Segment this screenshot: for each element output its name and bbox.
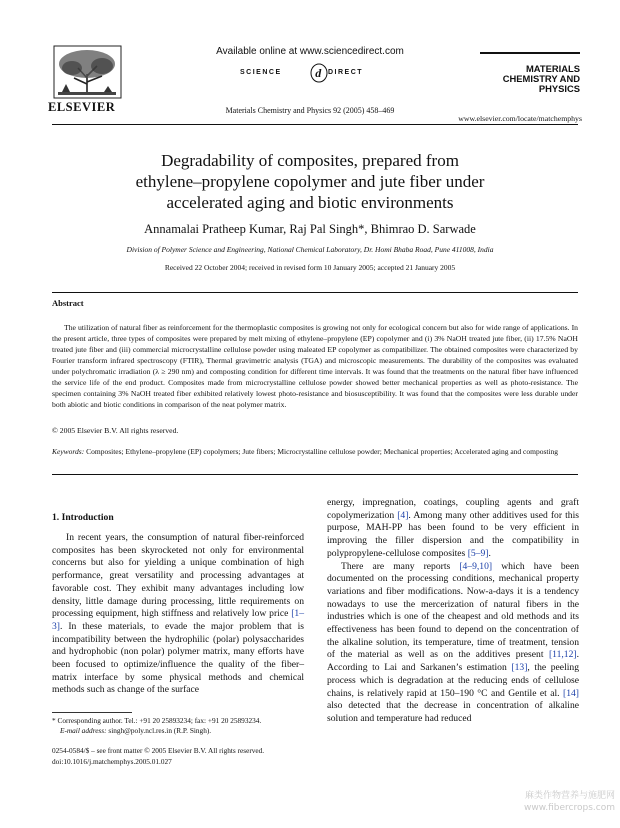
citation-link[interactable]: [1–3] xyxy=(52,608,305,632)
footnote-rule xyxy=(52,712,132,713)
citation-link[interactable]: [14] xyxy=(563,687,579,699)
corresponding-author-footnote xyxy=(52,716,314,736)
journal-name-line: PHYSICS xyxy=(538,83,580,94)
abstract-body: The utilization of natural fiber as reinforcement for the thermoplastic composites is growing not only for ecological concern but also for wide range of applications. In the present article, three types of composites were prepared by melt mixing of ethylene–propylene (EP) copolymer and (i) 3% NaOH treated jute fiber, (ii) 17.5% NaOH treated jute fiber and (iii) commercial microcrystalline cellulose powder using maleated EP copolymer as compatibilizer. The obtained composites were characterized by Fourier transform infrared spectroscopy (FTIR), Thermal gravimetric analysis (TGA) and microscopic measurements. The durability of the composites was evaluated under polychromatic irradiation (λ ≥ 290 nm) and composting condition for different time intervals. It was found that the treatments on the natural fiber have influenced the service life of the end product. Composites made from microcrystalline cellulose powder showed better mechanical properties as well as photo-resistance. The specimen containing 3% NaOH treated fiber exhibited relatively lowest photo-resistance and biosusceptibility. It was found that the composites were less durable under both abiotic and biotic conditions in comparison of the neat polymer matrix. xyxy=(52,323,578,409)
available-online-text: Available online at www.sciencedirect.com xyxy=(216,46,404,57)
svg-text:d: d xyxy=(315,66,323,80)
paragraph xyxy=(52,532,304,697)
watermark-line: www.fibercrops.com xyxy=(524,803,615,813)
author-list: Annamalai Pratheep Kumar, Raj Pal Singh*, Bhimrao D. Sarwade xyxy=(144,222,476,236)
citation-link[interactable]: [5–9] xyxy=(467,547,489,559)
section-heading-introduction: 1. Introduction xyxy=(52,512,114,523)
title-line: Degradability of composites, prepared from xyxy=(161,151,459,170)
left-column xyxy=(52,532,304,697)
paragraph: energy, impregnation, coatings, coupling agents and graft copolymerization [4]. Among many other additives used for this purpose, MAH-PP has been found to be very efficient in improving the filler dispersion and the compatibility in polypropylene-cellulose composites [5–9]. xyxy=(327,497,579,559)
paragraph-text: also detected that the decrease in concentration of alkaline solution and temperature had reduced xyxy=(327,700,579,724)
paragraph-text: There are many reports xyxy=(341,560,451,572)
journal-name-line: CHEMISTRY AND xyxy=(502,73,580,84)
keywords-text: Composites; Ethylene–propylene (EP) copolymers; Jute fibers; Microcrystalline cellulose powder; Mechanical properties; Accelerated aging and composting xyxy=(86,447,559,456)
sciencedirect-left: SCIENCE xyxy=(240,69,282,76)
paragraph-text: . According to Lai and Sarkanen’s estimation xyxy=(327,649,579,674)
journal-name xyxy=(480,52,580,94)
abstract-copyright: © 2005 Elsevier B.V. All rights reserved. xyxy=(52,426,179,435)
citation-link[interactable]: [11,12] xyxy=(548,649,577,661)
journal-reference: Materials Chemistry and Physics 92 (2005) 458–469 xyxy=(225,106,395,115)
paragraph-text: which have been documented on the processing conditions, mechanical property variations and fiber modifications. Now-a-days it is a tendency nowadays to use the mercerization of natural fibers in the industries which is one of the cheapest and old methods and its effectiveness has been found to depend on the concentration of the alkaline solution, its temperature, time of treatment, tension of the material as well as on the additives present xyxy=(327,560,579,661)
affiliation: Division of Polymer Science and Engineering, National Chemical Laboratory, Dr. Homi Bhaba Road, Pune 411008, India xyxy=(126,245,494,254)
keywords xyxy=(52,447,578,457)
citation-link[interactable]: [13] xyxy=(511,662,528,674)
corresponding-author: * Corresponding author. Tel.: +91 20 25893234; fax: +91 20 25893234. xyxy=(52,716,262,725)
email-label: E-mail address: xyxy=(60,726,107,735)
paragraph-text: energy, impregnation, coatings, coupling agents and graft copolymerization xyxy=(327,497,579,521)
watermark-line: 麻类作物营养与施肥网 xyxy=(524,791,615,801)
abstract-top-rule xyxy=(52,292,578,293)
sciencedirect-logo xyxy=(240,63,390,83)
journal-name-line: MATERIALS xyxy=(526,63,580,74)
received-dates: Received 22 October 2004; received in revised form 10 January 2005; accepted 21 January 2005 xyxy=(164,263,456,272)
paragraph xyxy=(327,561,579,726)
paragraph-text: . Among many other additives used for this purpose, MAH-PP has been found to be very efficient in improving the filler dispersion and the compatibility in polypropylene-cellulose composites xyxy=(327,509,579,559)
abstract-heading: Abstract xyxy=(52,298,84,308)
sciencedirect-d-icon xyxy=(310,63,328,85)
sciencedirect-right: DIRECT xyxy=(328,69,364,76)
header-rule xyxy=(52,124,578,125)
right-column xyxy=(327,497,579,726)
keywords-label: Keywords: xyxy=(52,447,85,456)
title-line: ethylene–propylene copolymer and jute fiber under xyxy=(135,172,485,191)
paragraph-text: . In these materials, to evade the major problem that is incompatibility between the hydrophilic (polar) polysaccharides and hydrophobic (non polar) polymer matrix, many efforts have been focused to optimize/influence the quality of the fiber–matrix interface by some physical methods and chemical methods such as change of the surface xyxy=(52,620,304,696)
paragraph-text: , the peeling process which is degradation at the reducing ends of cellulose chains, is relatively rapid at 150–190 °C and Gentile et al. xyxy=(327,662,579,699)
issn-line: 0254-0584/$ – see front matter © 2005 Elsevier B.V. All rights reserved. xyxy=(52,746,265,755)
title-line: accelerated aging and biotic environments xyxy=(166,193,454,212)
doi-line[interactable]: doi:10.1016/j.matchemphys.2005.01.027 xyxy=(52,757,172,766)
publisher-name: ELSEVIER xyxy=(48,100,116,114)
article-title xyxy=(90,150,530,213)
paragraph-text: In recent years, the consumption of natural fiber-reinforced composites has been skyrocketed not only for environmental concerns but also for yielding a unique combination of high performance, great versatility and processing advantages at favorable cost. They exhibit many advantages including low density, little damage during processing, little requirements on processing equipment, high stiffness and relatively low price xyxy=(52,532,304,620)
email-line xyxy=(52,726,314,736)
site-watermark xyxy=(500,790,615,814)
abstract-bottom-rule xyxy=(52,474,578,475)
journal-url[interactable]: www.elsevier.com/locate/matchemphys xyxy=(458,114,582,123)
citation-link[interactable]: [4] xyxy=(397,509,409,521)
citation-link[interactable]: [4–9,10] xyxy=(459,560,493,572)
email-address[interactable]: singh@poly.ncl.res.in (R.P. Singh). xyxy=(108,726,212,735)
